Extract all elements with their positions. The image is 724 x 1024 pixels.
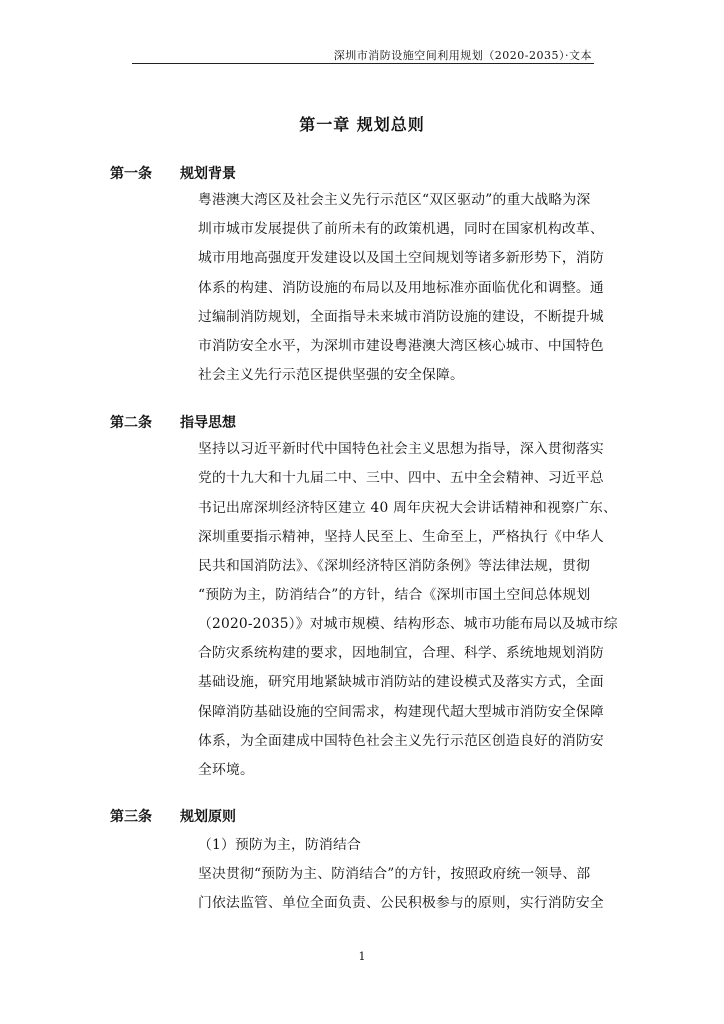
paragraph-line: 书记出席深圳经济特区建立 40 周年庆祝大会讲话精神和视察广东、: [198, 500, 618, 516]
paragraph-line: （2020-2035）》对城市规模、结构形态、城市功能布局以及城市综: [198, 616, 618, 632]
article-heading: 规划原则: [180, 809, 236, 825]
paragraph-line: 体系，为全面建成中国特色社会主义先行示范区创造良好的消防安: [198, 733, 604, 749]
paragraph-line: 民共和国消防法》、《深圳经济特区消防条例》等法律法规，贯彻: [198, 558, 591, 574]
article-label: 第三条: [110, 809, 152, 825]
article-heading: 指导思想: [180, 415, 236, 431]
paragraph-line: 市消防安全水平，为深圳市建设粤港澳大湾区核心城市、中国特色: [198, 338, 604, 354]
paragraph-line: （1）预防为主，防消结合: [198, 837, 361, 853]
paragraph-line: 体系的构建、消防设施的布局以及用地标准亦面临优化和调整。通: [198, 280, 604, 296]
page-number: 1: [358, 950, 366, 963]
chapter-title: 第一章 规划总则: [299, 115, 425, 134]
article-label: 第一条: [110, 166, 152, 182]
paragraph-line: 全环境。: [198, 762, 254, 778]
article-label: 第二条: [110, 415, 152, 431]
paragraph-line: 党的十九大和十九届二中、三中、四中、五中全会精神、习近平总: [198, 470, 604, 486]
paragraph-line: 粤港澳大湾区及社会主义先行示范区“双区驱动”的重大战略为深: [198, 192, 591, 208]
paragraph-line: 保障消防基础设施的空间需求，构建现代超大型城市消防安全保障: [198, 704, 604, 720]
paragraph-line: 基础设施，研究用地紧缺城市消防站的建设模式及落实方式，全面: [198, 674, 604, 690]
article-heading: 规划背景: [180, 166, 236, 182]
paragraph-line: 过编制消防规划，全面指导未来城市消防设施的建设，不断提升城: [198, 309, 604, 325]
paragraph-line: 圳市城市发展提供了前所未有的政策机遇，同时在国家机构改革、: [198, 221, 604, 237]
running-header-title: 深圳市消防设施空间利用规划（2020-2035）·文本: [333, 49, 592, 62]
paragraph-line: 门依法监管、单位全面负责、公民积极参与的原则，实行消防安全: [198, 895, 604, 911]
paragraph-line: “预防为主，防消结合”的方针，结合《深圳市国土空间总体规划: [198, 587, 591, 603]
paragraph-line: 深圳重要指示精神，坚持人民至上、生命至上，严格执行《中华人: [198, 529, 604, 545]
paragraph-line: 城市用地高强度开发建设以及国土空间规划等诸多新形势下，消防: [198, 250, 604, 266]
paragraph-line: 坚持以习近平新时代中国特色社会主义思想为指导，深入贯彻落实: [198, 441, 604, 457]
paragraph-line: 坚决贯彻“预防为主、防消结合”的方针，按照政府统一领导、部: [198, 866, 591, 882]
paragraph-line: 合防灾系统构建的要求，因地制宜，合理、科学、系统地规划消防: [198, 645, 604, 661]
header-divider: [132, 63, 594, 64]
paragraph-line: 社会主义先行示范区提供坚强的安全保障。: [198, 367, 464, 383]
